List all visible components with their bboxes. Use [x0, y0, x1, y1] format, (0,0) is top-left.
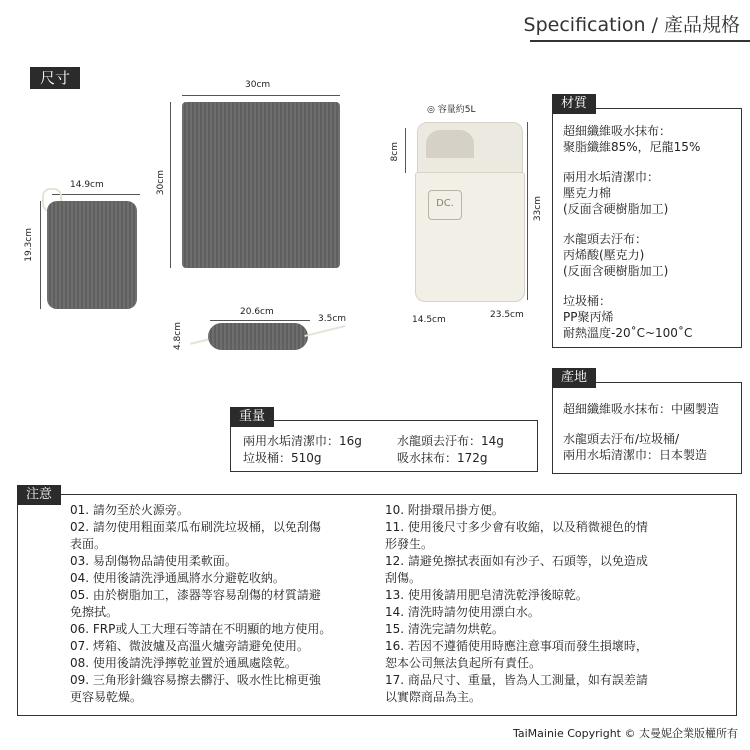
- note-line: 10. 附掛環吊掛方便。: [385, 503, 504, 517]
- note-line: 09. 三角形針織容易擦去髒汙、吸水性比棉更強: [70, 673, 321, 687]
- bin-lid-height-line: [405, 128, 406, 173]
- sponge-strap-right: [304, 325, 345, 337]
- page-title: Specification / 產品規格: [523, 14, 740, 36]
- origin-tag: 產地: [552, 368, 596, 388]
- bin-height-line: [527, 122, 528, 300]
- bin-width-label: 14.5cm: [412, 315, 446, 325]
- weight-scale-cloth: 兩用水垢清潔巾：16g: [243, 434, 362, 448]
- notes-left-column: [70, 502, 370, 706]
- small-cloth-width-label: 14.9cm: [70, 180, 104, 190]
- note-line: 15. 清洗完請勿烘乾。: [385, 622, 504, 636]
- sponge-image: [208, 323, 308, 350]
- note-line: 06. FRP或人工大理石等請在不明顯的地方使用。: [70, 622, 332, 636]
- material-scale-cloth-line3: (反面含硬樹脂加工): [563, 202, 669, 216]
- bin-depth-label: 23.5cm: [490, 310, 524, 320]
- note-line: 13. 使用後請用肥皂清洗乾淨後晾乾。: [385, 588, 588, 602]
- footer-copyright: TaiMainie Copyright © 太曼妮企業版權所有: [512, 727, 738, 740]
- capacity-label: ◎ 容量約5L: [427, 105, 476, 115]
- weight-faucet-cloth: 水龍頭去汙布：14g: [397, 434, 504, 448]
- note-line: 07. 烤箱、微波爐及高溫火爐旁請避免使用。: [70, 639, 309, 653]
- note-line: 02. 請勿使用粗面菜瓜布刷洗垃圾桶，以免刮傷: [70, 520, 321, 534]
- origin-line3: 兩用水垢清潔巾：日本製造: [563, 448, 708, 462]
- origin-line1: 超細纖維吸水抹布：中國製造: [563, 402, 720, 416]
- sponge-length-line: [210, 320, 310, 321]
- material-cloth-line2: 聚脂纖維85%，尼龍15%: [563, 140, 701, 154]
- material-cloth-line1: 超細纖維吸水抹布：: [563, 124, 672, 138]
- bin-height-label: 33cm: [533, 196, 543, 222]
- small-cloth-height-label: 19.3cm: [24, 228, 34, 262]
- material-faucet-line1: 水龍頭去汙布：: [563, 232, 648, 246]
- note-line: 14. 清洗時請勿使用漂白水。: [385, 605, 540, 619]
- material-bin-line3: 耐熱溫度-20˚C~100˚C: [563, 326, 693, 340]
- large-cloth-image: [182, 102, 340, 268]
- weight-col-left: [243, 433, 362, 467]
- note-line: 11. 使用後尺寸多少會有收縮，以及稍微褪色的情: [385, 520, 648, 534]
- material-scale-cloth-line2: 壓克力棉: [563, 186, 612, 200]
- weight-absorbent-cloth: 吸水抹布：172g: [397, 451, 488, 465]
- note-line: 恕本公司無法負起所有責任。: [385, 656, 542, 670]
- weight-tag: 重量: [230, 407, 274, 427]
- material-faucet-line3: (反面含硬樹脂加工): [563, 264, 669, 278]
- note-line: 03. 易刮傷物品請使用柔軟面。: [70, 554, 237, 568]
- sponge-width-label: 3.5cm: [318, 314, 347, 324]
- note-line: 04. 使用後請洗淨通風將水分避乾收納。: [70, 571, 285, 585]
- title-divider: [530, 40, 750, 42]
- weight-col-right: [397, 433, 504, 467]
- sponge-length-label: 20.6cm: [240, 307, 274, 317]
- large-cloth-height-line: [170, 102, 171, 268]
- note-line: 形發生。: [385, 537, 434, 551]
- note-line: 免擦拭。: [70, 605, 119, 619]
- note-line: 刮傷。: [385, 571, 422, 585]
- material-bin-line2: PP聚丙烯: [563, 310, 614, 324]
- large-cloth-width-label: 30cm: [245, 80, 271, 90]
- origin-line2: 水龍頭去汙布/垃圾桶/: [563, 432, 680, 446]
- note-line: 05. 由於樹脂加工，漆器等容易刮傷的材質請避: [70, 588, 321, 602]
- note-line: 08. 使用後請洗淨擰乾並置於通風處陰乾。: [70, 656, 297, 670]
- notes-tag: 注意: [17, 485, 61, 505]
- size-tag: 尺寸: [30, 67, 80, 89]
- note-line: 表面。: [70, 537, 107, 551]
- bin-logo: DC.: [428, 190, 462, 220]
- material-panel: [552, 108, 742, 348]
- material-tag: 材質: [552, 94, 596, 114]
- large-cloth-height-label: 30cm: [156, 170, 166, 196]
- bin-swing-flap: [426, 130, 474, 158]
- note-line: 16. 若因不遵循使用時應注意事項而發生損壞時，: [385, 639, 648, 653]
- sponge-height-label: 4.8cm: [173, 322, 183, 351]
- large-cloth-width-line: [182, 95, 340, 96]
- origin-panel: [552, 382, 742, 474]
- note-line: 更容易乾燥。: [70, 690, 143, 704]
- material-faucet-line2: 丙烯酸(壓克力): [563, 248, 645, 262]
- note-line: 17. 商品尺寸、重量，皆為人工測量，如有誤差請: [385, 673, 648, 687]
- weight-bin: 垃圾桶：510g: [243, 451, 322, 465]
- weight-panel: [230, 420, 538, 472]
- material-bin-line1: 垃圾桶：: [563, 294, 612, 308]
- note-line: 以實際商品為主。: [385, 690, 482, 704]
- note-line: 01. 請勿至於火源旁。: [70, 503, 189, 517]
- small-cloth-image: [47, 201, 137, 309]
- notes-right-column: [385, 502, 705, 706]
- material-scale-cloth-line1: 兩用水垢清潔巾：: [563, 170, 660, 184]
- small-cloth-width-line: [52, 194, 140, 195]
- bin-lid-height-label: 8cm: [390, 142, 400, 162]
- small-cloth-height-line: [40, 201, 41, 309]
- note-line: 12. 請避免擦拭表面如有沙子、石頭等，以免造成: [385, 554, 648, 568]
